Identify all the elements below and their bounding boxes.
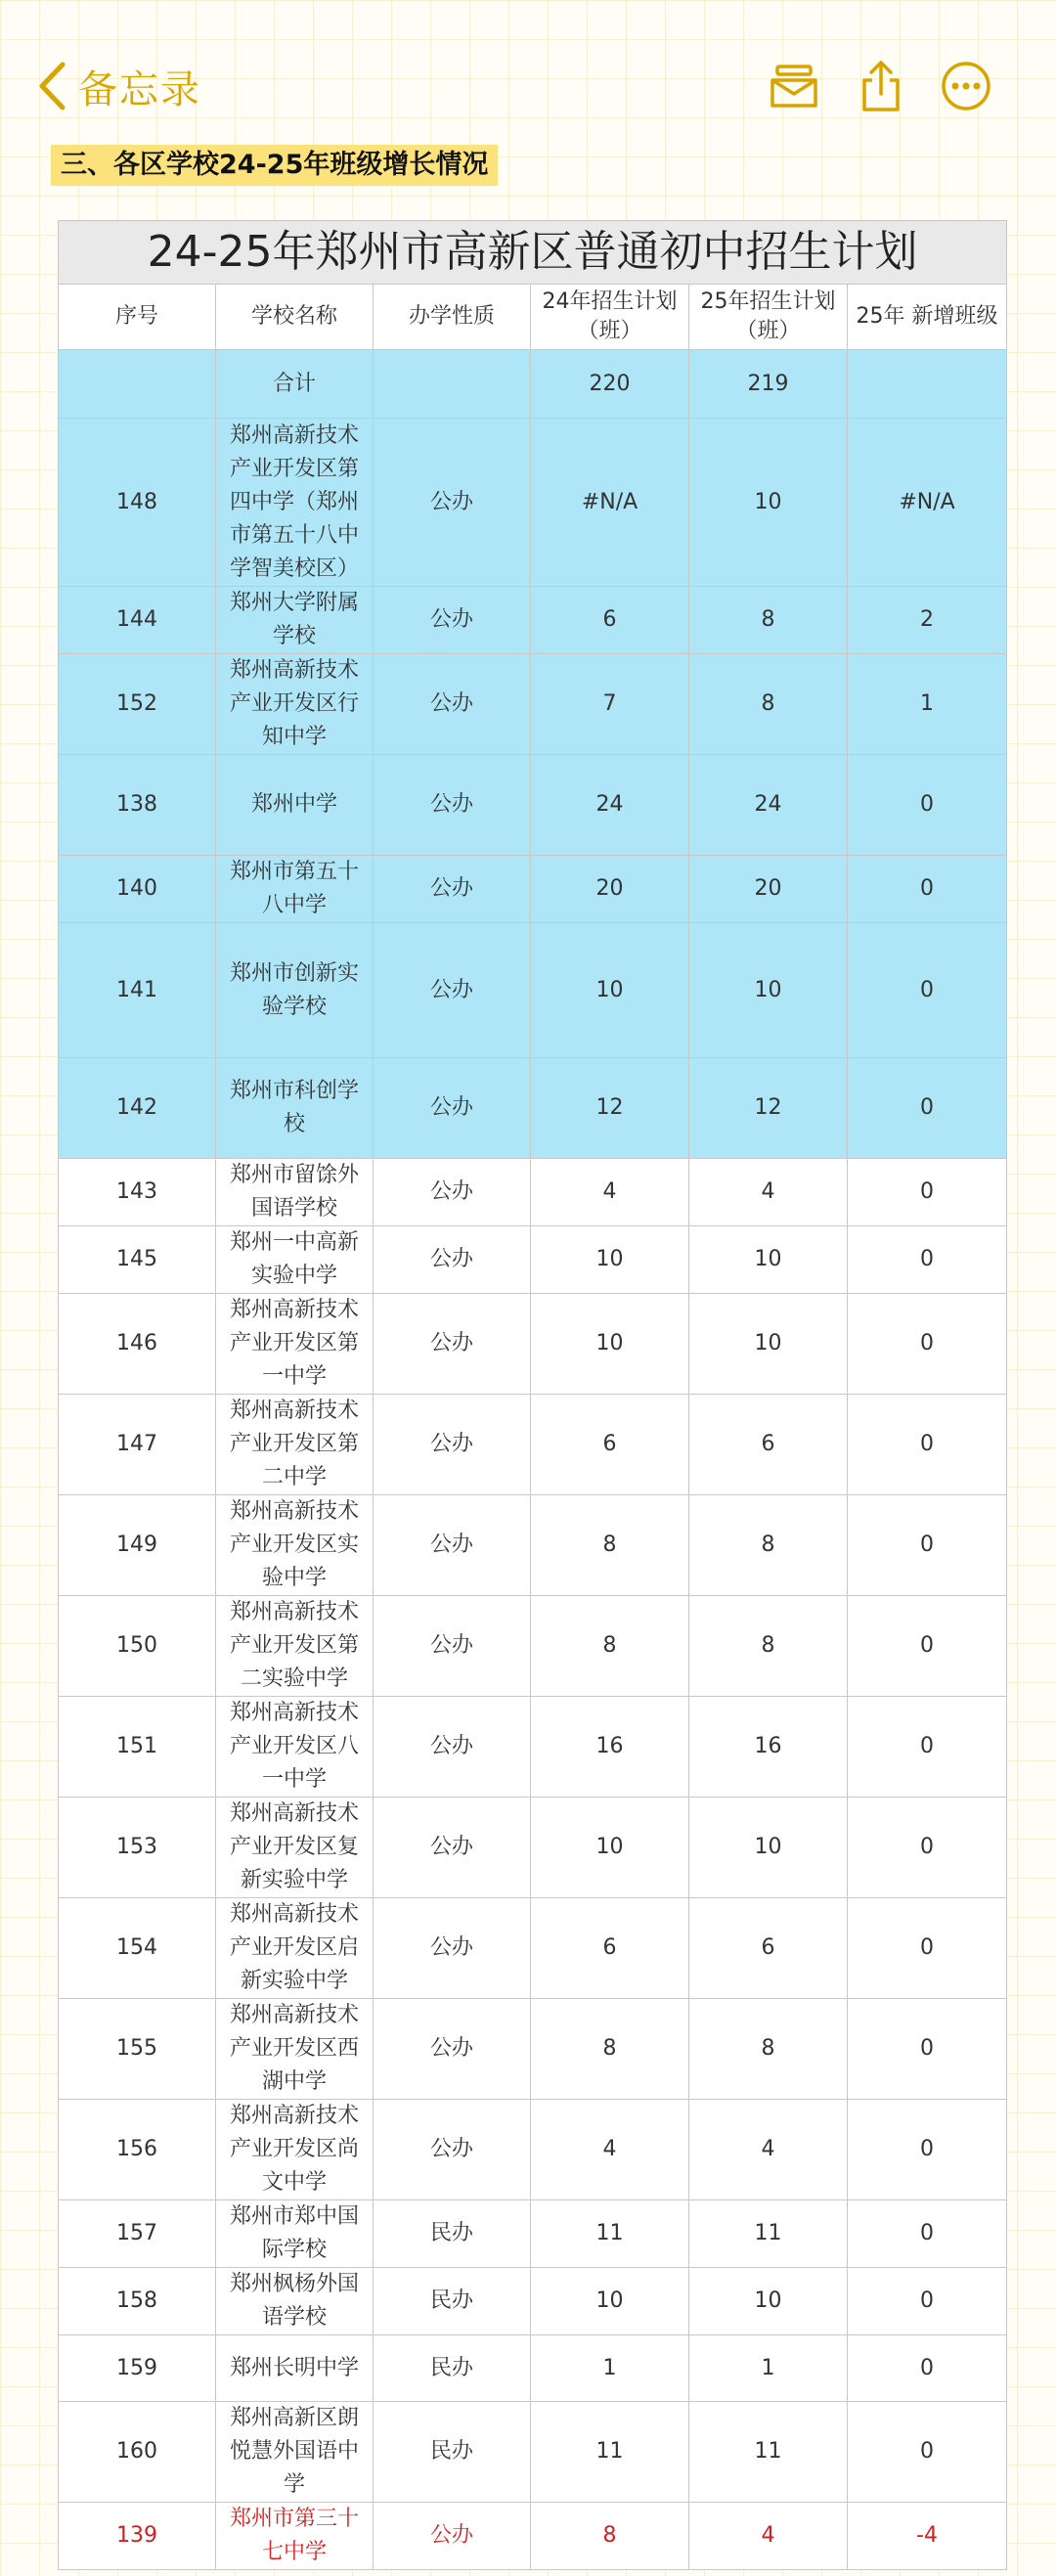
school-type-cell: 公办 bbox=[374, 1294, 531, 1395]
school-name-cell: 郑州高新技术产业开发区实验中学 bbox=[216, 1495, 374, 1596]
school-name-cell: 郑州中学 bbox=[216, 755, 374, 856]
plan-2025-cell: 219 bbox=[689, 350, 848, 419]
increase-cell: 0 bbox=[848, 2402, 1007, 2503]
plan-2024-cell: 10 bbox=[531, 1798, 689, 1898]
section-title: 三、各区学校24-25年班级增长情况 bbox=[51, 145, 498, 186]
plan-2025-cell: 16 bbox=[689, 1697, 848, 1798]
school-name-cell: 郑州长明中学 bbox=[216, 2335, 374, 2402]
school-name-cell: 郑州市留馀外国语学校 bbox=[216, 1159, 374, 1226]
increase-cell: 1 bbox=[848, 654, 1007, 755]
table-row bbox=[59, 1226, 1007, 1294]
table-row bbox=[59, 1798, 1007, 1898]
table-row bbox=[59, 1159, 1007, 1226]
school-name-cell: 郑州高新技术产业开发区第四中学（郑州市第五十八中学智美校区） bbox=[216, 419, 374, 587]
plan-2025-cell: 4 bbox=[689, 2100, 848, 2200]
plan-2025-cell: 8 bbox=[689, 1999, 848, 2100]
table-row bbox=[59, 1898, 1007, 1999]
school-name-cell: 郑州市郑中国际学校 bbox=[216, 2200, 374, 2268]
column-header: 办学性质 bbox=[374, 285, 531, 350]
plan-2025-cell: 8 bbox=[689, 1596, 848, 1697]
row-number-cell bbox=[59, 350, 216, 419]
table-body bbox=[59, 350, 1007, 2570]
school-name-cell: 郑州高新技术产业开发区复新实验中学 bbox=[216, 1798, 374, 1898]
school-type-cell: 公办 bbox=[374, 1226, 531, 1294]
school-type-cell: 公办 bbox=[374, 419, 531, 587]
enrollment-plan-table bbox=[58, 220, 1007, 2570]
school-type-cell: 公办 bbox=[374, 1495, 531, 1596]
plan-2024-cell: 10 bbox=[531, 923, 689, 1058]
back-label: 备忘录 bbox=[78, 67, 201, 112]
increase-cell: 0 bbox=[848, 2335, 1007, 2402]
plan-2025-cell: 8 bbox=[689, 654, 848, 755]
school-name-cell: 郑州市第三十七中学 bbox=[216, 2503, 374, 2570]
table-row bbox=[59, 2335, 1007, 2402]
table-row bbox=[59, 1395, 1007, 1495]
school-type-cell: 公办 bbox=[374, 1999, 531, 2100]
plan-2024-cell: 4 bbox=[531, 1159, 689, 1226]
row-number-cell: 139 bbox=[59, 2503, 216, 2570]
row-number-cell: 160 bbox=[59, 2402, 216, 2503]
inbox-button[interactable] bbox=[765, 57, 823, 115]
plan-2025-cell: 6 bbox=[689, 1395, 848, 1495]
plan-2024-cell: 16 bbox=[531, 1697, 689, 1798]
column-header: 25年招生计划（班） bbox=[689, 285, 848, 350]
row-number-cell: 143 bbox=[59, 1159, 216, 1226]
school-name-cell: 郑州高新技术产业开发区西湖中学 bbox=[216, 1999, 374, 2100]
row-number-cell: 147 bbox=[59, 1395, 216, 1495]
school-type-cell: 民办 bbox=[374, 2268, 531, 2335]
row-number-cell: 151 bbox=[59, 1697, 216, 1798]
school-type-cell: 公办 bbox=[374, 1798, 531, 1898]
plan-2024-cell: 10 bbox=[531, 2268, 689, 2335]
row-number-cell: 138 bbox=[59, 755, 216, 856]
school-type-cell: 公办 bbox=[374, 2100, 531, 2200]
plan-2024-cell: 11 bbox=[531, 2402, 689, 2503]
school-type-cell: 公办 bbox=[374, 1159, 531, 1226]
school-name-cell: 郑州市科创学校 bbox=[216, 1058, 374, 1159]
school-type-cell: 公办 bbox=[374, 856, 531, 923]
school-name-cell: 郑州高新技术产业开发区尚文中学 bbox=[216, 2100, 374, 2200]
school-name-cell: 郑州市第五十八中学 bbox=[216, 856, 374, 923]
plan-2025-cell: 10 bbox=[689, 923, 848, 1058]
table-row bbox=[59, 1495, 1007, 1596]
row-number-cell: 150 bbox=[59, 1596, 216, 1697]
row-number-cell: 144 bbox=[59, 587, 216, 654]
column-header: 序号 bbox=[59, 285, 216, 350]
school-type-cell: 公办 bbox=[374, 587, 531, 654]
increase-cell: 2 bbox=[848, 587, 1007, 654]
school-name-cell: 郑州高新技术产业开发区启新实验中学 bbox=[216, 1898, 374, 1999]
plan-2025-cell: 10 bbox=[689, 2268, 848, 2335]
plan-2025-cell: 6 bbox=[689, 1898, 848, 1999]
more-button[interactable] bbox=[937, 57, 995, 115]
total-row bbox=[59, 350, 1007, 419]
table-title: 24-25年郑州市高新区普通初中招生计划 bbox=[59, 221, 1007, 285]
plan-2024-cell: 6 bbox=[531, 587, 689, 654]
school-type-cell: 公办 bbox=[374, 1898, 531, 1999]
plan-2025-cell: 10 bbox=[689, 419, 848, 587]
table-row bbox=[59, 1999, 1007, 2100]
row-number-cell: 140 bbox=[59, 856, 216, 923]
column-header: 24年招生计划（班） bbox=[531, 285, 689, 350]
row-number-cell: 159 bbox=[59, 2335, 216, 2402]
row-number-cell: 148 bbox=[59, 419, 216, 587]
school-type-cell: 民办 bbox=[374, 2335, 531, 2402]
plan-2024-cell: 10 bbox=[531, 1226, 689, 1294]
table-header-row bbox=[59, 285, 1007, 350]
increase-cell: 0 bbox=[848, 755, 1007, 856]
increase-cell: #N/A bbox=[848, 419, 1007, 587]
more-icon bbox=[939, 59, 993, 113]
plan-2024-cell: 6 bbox=[531, 1395, 689, 1495]
school-type-cell: 民办 bbox=[374, 2402, 531, 2503]
increase-cell: 0 bbox=[848, 2268, 1007, 2335]
table-row bbox=[59, 2268, 1007, 2335]
increase-cell: 0 bbox=[848, 1495, 1007, 1596]
back-button[interactable] bbox=[37, 57, 201, 115]
table-row bbox=[59, 923, 1007, 1058]
plan-2024-cell: 12 bbox=[531, 1058, 689, 1159]
increase-cell: 0 bbox=[848, 2100, 1007, 2200]
plan-2024-cell: 8 bbox=[531, 1999, 689, 2100]
school-name-cell: 郑州高新技术产业开发区八一中学 bbox=[216, 1697, 374, 1798]
plan-2025-cell: 12 bbox=[689, 1058, 848, 1159]
plan-2024-cell: 220 bbox=[531, 350, 689, 419]
row-number-cell: 153 bbox=[59, 1798, 216, 1898]
school-name-cell: 郑州高新技术产业开发区第二实验中学 bbox=[216, 1596, 374, 1697]
increase-cell: -4 bbox=[848, 2503, 1007, 2570]
row-number-cell: 155 bbox=[59, 1999, 216, 2100]
row-number-cell: 145 bbox=[59, 1226, 216, 1294]
row-number-cell: 146 bbox=[59, 1294, 216, 1395]
row-number-cell: 141 bbox=[59, 923, 216, 1058]
increase-cell bbox=[848, 350, 1007, 419]
table-row bbox=[59, 2503, 1007, 2570]
chevron-left-icon bbox=[37, 61, 66, 111]
plan-2024-cell: 11 bbox=[531, 2200, 689, 2268]
school-type-cell: 公办 bbox=[374, 654, 531, 755]
plan-2025-cell: 24 bbox=[689, 755, 848, 856]
table-row bbox=[59, 1294, 1007, 1395]
school-name-cell: 郑州大学附属学校 bbox=[216, 587, 374, 654]
row-number-cell: 158 bbox=[59, 2268, 216, 2335]
plan-2024-cell: 8 bbox=[531, 2503, 689, 2570]
school-type-cell: 公办 bbox=[374, 1058, 531, 1159]
increase-cell: 0 bbox=[848, 1596, 1007, 1697]
increase-cell: 0 bbox=[848, 1058, 1007, 1159]
table-row bbox=[59, 654, 1007, 755]
increase-cell: 0 bbox=[848, 1395, 1007, 1495]
school-name-cell: 郑州市创新实验学校 bbox=[216, 923, 374, 1058]
increase-cell: 0 bbox=[848, 1898, 1007, 1999]
increase-cell: 0 bbox=[848, 1999, 1007, 2100]
plan-2025-cell: 4 bbox=[689, 2503, 848, 2570]
table-row bbox=[59, 856, 1007, 923]
share-button[interactable] bbox=[852, 57, 910, 115]
table-row bbox=[59, 2402, 1007, 2503]
row-number-cell: 142 bbox=[59, 1058, 216, 1159]
school-name-cell: 郑州枫杨外国语学校 bbox=[216, 2268, 374, 2335]
plan-2024-cell: 10 bbox=[531, 1294, 689, 1395]
increase-cell: 0 bbox=[848, 1159, 1007, 1226]
plan-2024-cell: #N/A bbox=[531, 419, 689, 587]
plan-2025-cell: 11 bbox=[689, 2200, 848, 2268]
table-row bbox=[59, 755, 1007, 856]
share-icon bbox=[856, 59, 906, 113]
increase-cell: 0 bbox=[848, 1294, 1007, 1395]
plan-2024-cell: 7 bbox=[531, 654, 689, 755]
table-row bbox=[59, 587, 1007, 654]
column-header: 25年 新增班级 bbox=[848, 285, 1007, 350]
school-name-cell: 郑州高新技术产业开发区行知中学 bbox=[216, 654, 374, 755]
plan-2025-cell: 11 bbox=[689, 2402, 848, 2503]
plan-2024-cell: 4 bbox=[531, 2100, 689, 2200]
school-type-cell: 公办 bbox=[374, 923, 531, 1058]
inbox-icon bbox=[769, 61, 819, 111]
row-number-cell: 149 bbox=[59, 1495, 216, 1596]
plan-2024-cell: 20 bbox=[531, 856, 689, 923]
column-header: 学校名称 bbox=[216, 285, 374, 350]
school-type-cell: 公办 bbox=[374, 755, 531, 856]
school-type-cell: 公办 bbox=[374, 1395, 531, 1495]
row-number-cell: 154 bbox=[59, 1898, 216, 1999]
increase-cell: 0 bbox=[848, 923, 1007, 1058]
plan-2025-cell: 8 bbox=[689, 587, 848, 654]
plan-2024-cell: 8 bbox=[531, 1596, 689, 1697]
table-row bbox=[59, 1058, 1007, 1159]
row-number-cell: 156 bbox=[59, 2100, 216, 2200]
plan-2024-cell: 1 bbox=[531, 2335, 689, 2402]
table-row bbox=[59, 419, 1007, 587]
school-type-cell: 公办 bbox=[374, 1697, 531, 1798]
increase-cell: 0 bbox=[848, 1798, 1007, 1898]
plan-2025-cell: 10 bbox=[689, 1226, 848, 1294]
table-row bbox=[59, 2100, 1007, 2200]
increase-cell: 0 bbox=[848, 1697, 1007, 1798]
plan-2025-cell: 10 bbox=[689, 1294, 848, 1395]
plan-2025-cell: 4 bbox=[689, 1159, 848, 1226]
school-name-cell: 郑州高新技术产业开发区第二中学 bbox=[216, 1395, 374, 1495]
table-title-row bbox=[59, 221, 1007, 285]
school-type-cell bbox=[374, 350, 531, 419]
table-row bbox=[59, 1697, 1007, 1798]
table-row bbox=[59, 1596, 1007, 1697]
school-name-cell: 郑州高新技术产业开发区第一中学 bbox=[216, 1294, 374, 1395]
increase-cell: 0 bbox=[848, 1226, 1007, 1294]
row-number-cell: 152 bbox=[59, 654, 216, 755]
table-row bbox=[59, 2200, 1007, 2268]
school-name-cell: 郑州一中高新实验中学 bbox=[216, 1226, 374, 1294]
school-type-cell: 公办 bbox=[374, 1596, 531, 1697]
school-type-cell: 民办 bbox=[374, 2200, 531, 2268]
plan-2024-cell: 8 bbox=[531, 1495, 689, 1596]
plan-2025-cell: 20 bbox=[689, 856, 848, 923]
school-type-cell: 公办 bbox=[374, 2503, 531, 2570]
plan-2025-cell: 10 bbox=[689, 1798, 848, 1898]
plan-2024-cell: 24 bbox=[531, 755, 689, 856]
increase-cell: 0 bbox=[848, 856, 1007, 923]
school-name-cell: 郑州高新区朗悦慧外国语中学 bbox=[216, 2402, 374, 2503]
plan-2024-cell: 6 bbox=[531, 1898, 689, 1999]
school-name-cell: 合计 bbox=[216, 350, 374, 419]
plan-2025-cell: 8 bbox=[689, 1495, 848, 1596]
increase-cell: 0 bbox=[848, 2200, 1007, 2268]
plan-2025-cell: 1 bbox=[689, 2335, 848, 2402]
row-number-cell: 157 bbox=[59, 2200, 216, 2268]
